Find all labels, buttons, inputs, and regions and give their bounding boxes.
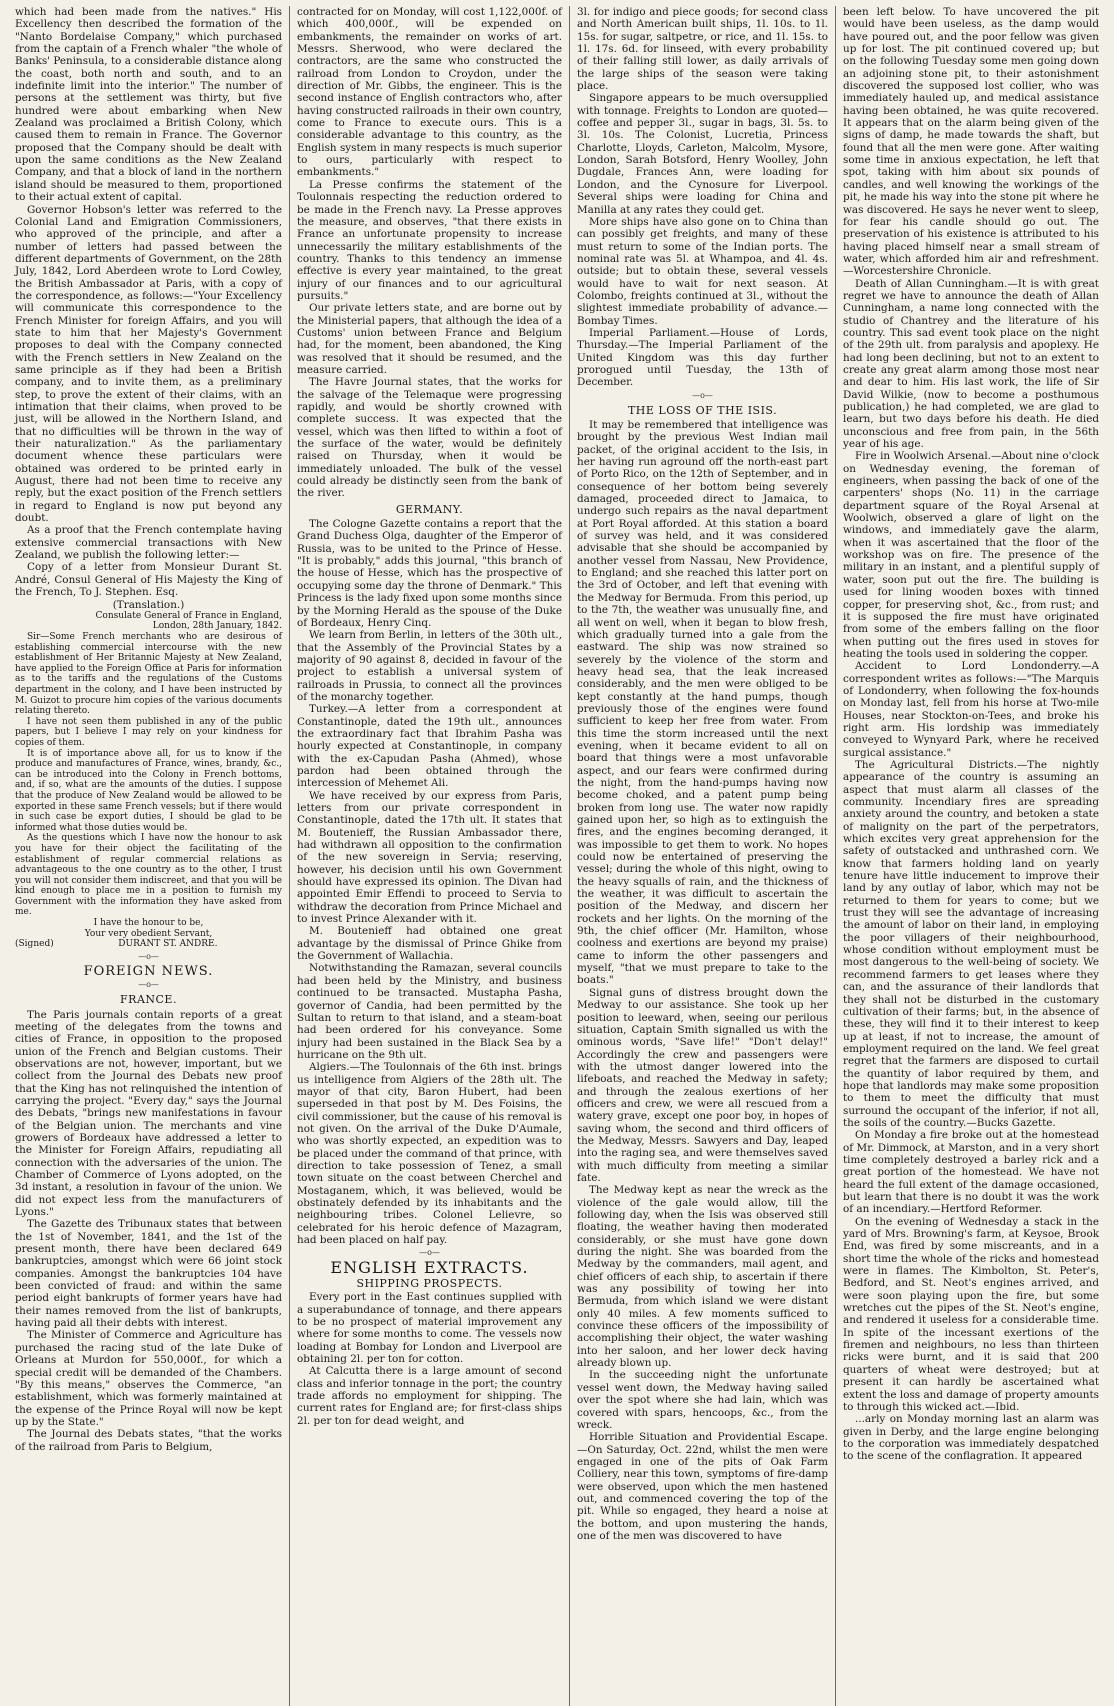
column-1: [8, 6, 290, 1706]
article-paragraph: At Calcutta there is a large amount of second class and inferior tonnage in the port; the country trade affords no employment for shipping. The current rates for England are; for first-class ships 2l. per ton for dead weight, and: [297, 1365, 562, 1427]
article-paragraph: It may be remembered that intelligence was brought by the previous West Indian mail packet, of the original accident to the Isis, in her having run aground off the north-east part of Porto Rico, on the 12th of September, and in consequence of her bottom being severely damaged, proceeded direct to Jamaica, to undergo such repairs as the naval department at Port Royal afforded. At this station a board of survey was held, and it was considered advisable that she should be accompanied by another vessel from Nassau, New Providence, to England; and she reached this latter port on the 3rd of October, and left that evening with the Medway for Bermuda. From this period, up to the 7th, the weather was unusually fine, and all went on well, when it began to blow fresh, which gradually turned into a gale from the eastward. The ship was now strained so severely by the violence of the storm and heavy head sea, that the leak increased considerably, and the men were obliged to be kept constantly at the hand pumps, though previously those of the engines were found sufficient to keep her free from water. From this time the storm increased until the next evening, when it became evident to all on board that things were a most unfavorable aspect, and our fears were confirmed during the night, from the hand-pumps having now become choked, and a patent pump being broken from long use. The water now rapidly gained upon her, so high as to extinguish the fires, and the engines becoming deranged, it was impossible to get them to work. No hopes could now be entertained of preserving the vessel; during the whole of this night, owing to the heavy squalls of rain, and the thickness of the weather, it was difficult to ascertain the position of the Medway, and discern her rockets and her lights. On the morning of the 9th, the chief officer (Mr. Hamilton, whose coolness and exertions are beyond my praise) came to inform the other passengers and myself, "that we must prepare to take to the boats.": [577, 419, 828, 987]
article-paragraph: We have received by our express from Paris, letters from our private correspondent in Constantinople, dated the 17th ult. It states that M. Boutenieff, the Russian Ambassador there, had withdrawn all opposition to the confirmation of the new sovereign in Servia; reserving, however, his decision until his own Government should have expressed its opinion. The Divan had appointed Emir Effendi to proceed to Servia to withdraw the decoration from Prince Michael and to invest Prince Alexander with it.: [297, 789, 562, 926]
section-rule: —o—: [419, 1248, 440, 1258]
article-paragraph: Death of Allan Cunningham.—It is with great regret we have to announce the death of Allan Cunningham, a name long connected with the studio of Chantrey and the literature of his country. This sad event took place on the night of the 29th ult. from paralysis and apoplexy. He had long been declining, but not to an extent to create any great alarm among those most near and dear to him. His last work, the life of Sir David Wilkie, (now to become a posthumous publication,) he had completed, we are glad to learn, but two days before his death. He died unconscious and free from pain, in the 56th year of his age.: [843, 277, 1099, 451]
article-paragraph: which had been made from the natives." His Excellency then described the formation of the "Nanto Bordelaise Company," which purchased from the captain of a French whaler "the whole of Banks' Peninsula, to a considerable distance along the coast, both north and south, and to an indefinite limit into the interior." The number of persons at the settlement was thirty, but five hundred were about embarking when New Zealand was proclaimed a British Colony, which caused them to remain in France. The Governor proposed that the Company should be dealt with upon the same conditions as the New Zealand Company, and that a block of land in the northern island should be measured to them, proportioned to their actual extent of capital.: [15, 6, 282, 204]
article-paragraph: Copy of a letter from Monsieur Durant St. André, Consul General of His Majesty the King of the French, To J. Stephen. Esq.: [15, 561, 282, 599]
article-paragraph: On Monday a fire broke out at the homestead of Mr. Dimmock, at Marston, and in a very short time completely destroyed a barley rick and a great portion of the homestead. We have not heard the full extent of the damage occasioned, but learn that there is no doubt it was the work of an incendiary.—Hertford Reformer.: [843, 1129, 1099, 1216]
article-paragraph: Accident to Lord Londonderry.—A correspondent writes as follows:—"The Marquis of Londonderry, when following the fox-hounds on Monday last, fell from his horse at Two-mile Houses, near Stockton-on-Tees, and broke his right arm. His lordship was immediately conveyed to Wynyard Park, where he received surgical assistance.": [843, 660, 1099, 759]
article-paragraph: The Journal des Debats states, "that the works of the railroad from Paris to Belgium,: [15, 1428, 282, 1453]
letter-paragraph: I have not seen them published in any of the public papers, but I believe I may rely on your kindness for copies of them.: [15, 716, 282, 748]
article-paragraph: contracted for on Monday, will cost 1,122,000f. of which 400,000f., will be expended on embankments, the remainder on works of art. Messrs. Sherwood, who were declared the contractors, are the same who constructed the railroad from London to Croydon, under the direction of Mr. Gibbs, the engineer. This is the second instance of English contractors who, after having constructed railroads in their own country, come to France to execute ours. This is a considerable advantage to this country, as the English system in many respects is much superior to ours, particularly with respect to embankments.": [297, 6, 562, 179]
article-paragraph: In the succeeding night the unfortunate vessel went down, the Medway having sailed over the spot where she had lain, which was covered with spars, hencoops, &c., from the wreck.: [577, 1369, 828, 1431]
article-paragraph: The Medway kept as near the wreck as the violence of the gale would allow, till the following day, when the Isis was observed still floating, the weather having then moderated considerably, or she must have gone down during the night. She was boarded from the Medway by the commanders, mail agent, and chief officers of each ship, to ascertain if there was any possibility of towing her into Bermuda, from which island we were distant only 40 miles. A few moments sufficed to convince these officers of the impossibility of accomplishing their object, the water washing into her saloon, and her lower deck having already blown up.: [577, 1184, 828, 1370]
subheading-shipping: SHIPPING PROSPECTS.: [356, 1276, 503, 1290]
letter-closing: I have the honour to be,: [93, 918, 204, 929]
article-paragraph: Algiers.—The Toulonnais of the 6th inst. brings us intelligence from Algiers of the 28th ult. The mayor of that city, Baron Hubert, had been superseded in that post by M. Des Foisins, the civil commissioner, but the cause of his removal is not given. On the arrival of the Duke D'Aumale, who was shortly expected, an expedition was to be placed under the command of that prince, with direction to take possession of Tenez, a small town situate on the coast between Cherchel and Mostaganem, which, it was believed, would be obstinately defended by its inhabitants and the neighbouring tribes. Colonel Lelievre, so celebrated for his heroic defence of Mazagram, had been placed on half pay.: [297, 1061, 562, 1247]
article-paragraph: Imperial Parliament.—House of Lords, Thursday.—The Imperial Parliament of the United Kingdom was this day further prorogued until Tuesday, the 13th of December.: [577, 326, 828, 389]
article-paragraph: Fire in Woolwich Arsenal.—About nine o'clock on Wednesday evening, the foreman of engineers, when passing the back of one of the carpenters' shops (No. 11) in the carriage department square of the Royal Arsenal at Woolwich, observed a glare of light on the windows, and immediately gave the alarm, when it was ascertained that the floor of the workshop was on fire. The presence of the military in an instant, and a plentiful supply of water, soon put out the fire. The building is used for lining wooden boxes with tinned copper, for preserving shot, &c., from rust; and it is supposed the fire must have originated from some of the embers falling on the floor when putting out the fires used in stoves for heating the tools used in soldering the copper.: [843, 450, 1099, 660]
article-paragraph: 3l. for indigo and piece goods; for second class and North American built ships, 1l. 10s. to 1l. 15s. for sugar, saltpetre, or rice, and 1l. 15s. to 1l. 17s. 6d. for linseed, with every probability of their falling still lower, as daily arrivals of the large ships of the season were taking place.: [577, 6, 828, 93]
article-paragraph: The Minister of Commerce and Agriculture has purchased the racing stud of the late Duke of Orleans at Murdon for 550,000f., for which a special credit will be demanded of the Chambers. "By this means," observes the Commerce, "an establishment, which was formerly maintained at the expense of the Prince Royal will now be kept up by the State.": [15, 1329, 282, 1428]
letter-paragraph: As the questions which I have now the honour to ask you have for their object the facilitating of the establishment of regular commercial relations as advantageous to the one country as to the other, I trust you will not consider them indiscreet, and that you will be kind enough to place me in a position to furnish my Government with the information they have asked from me.: [15, 833, 282, 918]
translation-note: (Translation.): [112, 598, 185, 611]
letter-paragraph: Sir—Some French merchants who are desirous of establishing commercial intercourse with the new establishment of Her Britannic Majesty at New Zealand, have applied to the Foreign Office at Paris for information as to the tariffs and the regulations of the Customs department in the colony, and I have been instructed by M. Guizot to procure him copies of the various documents relating thereto.: [15, 632, 282, 717]
article-paragraph: The Gazette des Tribunaux states that between the 1st of November, 1841, and the 1st of the present month, there have been declared 649 bankruptcies, amongst which were 66 joint stock companies. Amongst the bankruptcies 104 have been convicted of fraud: and within the same period eight bankrupts of former years have had their names removed from the list of bankrupts, having paid all their debts with interest.: [15, 1218, 282, 1330]
column-2: [290, 6, 570, 1706]
subheading-france: FRANCE.: [120, 993, 177, 1007]
section-rule: —o—: [138, 980, 159, 990]
signed-label: (Signed): [15, 939, 54, 950]
article-paragraph: The Cologne Gazette contains a report that the Grand Duchess Olga, daughter of the Emperor of Russia, was to be united to the Prince of Hesse. "It is probably," adds this journal, "this branch of the house of Hesse, which has the prospective of occupying some day the throne of Denmark." This Princess is the lady fixed upon some months since by the Morning Herald as the spouse of the Duke of Bordeaux, Henry Cinq.: [297, 518, 562, 629]
article-paragraph: Notwithstanding the Ramazan, several councils had been held by the Ministry, and business continued to be transacted. Mustapha Pasha, governor of Candia, had been permitted by the Sultan to return to that island, and a steam-boat had been ordered for his conveyance. Some injury had been sustained in the Black Sea by a hurricane on the 9th ult.: [297, 962, 562, 1061]
column-3: [570, 6, 836, 1706]
section-rule: —o—: [692, 390, 713, 400]
article-paragraph: The Havre Journal states, that the works for the salvage of the Telemaque were progressing rapidly, and would be shortly crowned with complete success. It was expected that the vessel, which was then lifted to within a foot of the surface of the water, would be definitely raised on Thursday, when it would be immediately unloaded. The bulk of the vessel could already be distinctly seen from the bank of the river.: [297, 376, 562, 500]
article-paragraph: M. Boutenieff had obtained one great advantage by the dismissal of Prince Ghike from the Government of Wallachia.: [297, 925, 562, 963]
article-paragraph: Governor Hobson's letter was referred to the Colonial Land and Emigration Commissioners, who approved of the principle, and after a number of letters had passed between the different departments of Government, on the 28th July, 1842, Lord Aberdeen wrote to Lord Cowley, the British Ambassador at Paris, with a copy of the correspondence, as follows:—"Your Excellency will communicate this correspondence to the French Minister for foreign Affairs, and you will state to him that her Majesty's Government proposes to deal with the Company connected with the French settlers in New Zealand on the same principle as if they had been a British company, and to invite them, as a preliminary step, to prove the extent of their claims, with an intimation that their claims, when proved to be just, will be allowed in the Northern Island, and that no difficulties will be thrown in the way of their naturalization." As the parliamentary document whence these particulars were obtained was ordered to be printed early in August, there had not been time to receive any reply, but the exact position of the French settlers in regard to England is now put beyond any doubt.: [15, 203, 282, 525]
article-paragraph: We learn from Berlin, in letters of the 30th ult., that the Assembly of the Provincial States by a majority of 90 against 8, decided in favour of the project to establish a universal system of railroads in Prussia, to connect all the provinces of the monarchy together.: [297, 629, 562, 703]
article-paragraph: More ships have also gone on to China than can possibly get freights, and many of these must return to some of the Indian ports. The nominal rate was 5l. at Whampoa, and 4l. 4s. outside; but to obtain these, several vessels would have to wait for next season. At Colombo, freights continued at 3l., without the slightest immediate probability of advance.—Bombay Times.: [577, 215, 828, 327]
section-heading-english-extracts: ENGLISH EXTRACTS.: [330, 1258, 529, 1278]
section-heading-foreign-news: FOREIGN NEWS.: [83, 963, 214, 979]
article-paragraph: been left below. To have uncovered the pit would have been useless, as the damp would have poured out, and the poor fellow was given up for lost. The pit continued covered up; but on the following Tuesday some men going down an adjoining stone pit, to their astonishment discovered the supposed lost collier, who was immediately hauled up, and medical assistance having been obtained, he was quite recovered. It appears that on the alarm being given of the signs of damp, he made towards the shaft, but found that all the men were gone. After waiting some time in anxious expectation, he left that spot, taking with him about six pounds of candles, and well knowing the workings of the pit, he made his way into the stone pit where he was discovered. He says he never went to sleep, for fear his candle should go out. The preservation of his existence is attributed to his having placed himself near a small stream of water, which afforded him air and refreshment.—Worcestershire Chronicle.: [843, 6, 1099, 278]
article-paragraph: Singapore appears to be much oversupplied with tonnage. Freights to London are quoted—coffee and pepper 3l., sugar in bags, 3l. 5s. to 3l. 10s. The Colonist, Lucretia, Princess Charlotte, Lloyds, Carleton, Malcolm, Mysore, London, Sarah Botsford, Henry Woolley, John Dugdale, Frances Ann, were loading for London, and the Cynosure for Liverpool. Several ships were loading for China and Manilla at any rates they could get.: [577, 92, 828, 216]
section-rule: —o—: [138, 951, 159, 961]
letter-paragraph: It is of importance above all, for us to know if the produce and manufactures of France, wines, brandy, &c., can be introduced into the Colony in French bottoms, and, if so, what are the amounts of the duties. I suppose that the produce of New Zealand would be allowed to be exported in these same French vessels; but if there would in such case be export duties, I should be glad to be informed what those duties would be.: [15, 748, 282, 833]
article-paragraph: The Paris journals contain reports of a great meeting of the delegates from the towns and cities of France, in opposition to the proposed union of the French and Belgian customs. Their observations are not, however, important, but we collect from the Journal des Debats new proof that the King has not relinquished the intention of carrying the project. "Every day," says the Journal des Debats, "brings new manifestations in favour of the Belgian union. The merchants and vine growers of Bordeaux have addressed a letter to the Minister for Foreign Affairs, repudiating all connection with the adversaries of the union. The Chamber of Commerce of Lyons adopted, on the 3d instant, a resolution in favour of the union. We did not expect less from the manufacturers of Lyons.": [15, 1008, 282, 1219]
subheading-loss-of-isis: THE LOSS OF THE ISIS.: [627, 403, 778, 417]
article-paragraph: Turkey.—A letter from a correspondent at Constantinople, dated the 19th ult., announces the extraordinary fact that Ibrahim Pasha was hourly expected at Constantinople, in company with the ex-Capudan Pasha (Ahmed), whose pardon had been obtained through the intercession of Mehemet Ali.: [297, 703, 562, 790]
article-paragraph: Every port in the East continues supplied with a superabundance of tonnage, and there appears to be no prospect of material improvement any where for some months to come. The vessels now loading at Bombay for London and Liverpool are obtaining 2l. per ton for cotton.: [297, 1291, 562, 1366]
article-paragraph: On the evening of Wednesday a stack in the yard of Mrs. Browning's farm, at Keysoe, Brook End, was fired by some miscreants, and in a short time the whole of the ricks and homestead were in flames. The Kimbolton, St. Peter's, Bedford, and St. Neot's engines arrived, and were soon playing upon the fire, but some wretches cut the pipes of the St. Neot's engine, and rendered it useless for a considerable time. In spite of the incessant exertions of the firemen and neighbours, no less than thirteen ricks were burnt, and it is said that 200 quarters of wheat were destroyed; but at present it can hardly be ascertained what extent the loss and damage of property amounts to through this wicked act.—Ibid.: [843, 1215, 1099, 1413]
article-paragraph: As a proof that the French contemplate having extensive commercial transactions with New Zealand, we publish the following letter:—: [15, 524, 282, 562]
article-paragraph: The Agricultural Districts.—The nightly appearance of the country is assuming an aspect that must alarm all classes of the community. Incendiary fires are spreading anxiety around the country, and betoken a state of malignity on the part of the perpetrators, which excites very great apprehension for the safety of outstacked and unthrashed corn. We know that farmers holding land on yearly tenure have little inducement to improve their land by any outlay of labor, which may not be returned to them for years to come; but we trust they will see the advantage of increasing the amount of labor on their land, in employing the poor villagers of their neighbourhood, whose condition without employment must be most dangerous to the well-being of society. We recommend farmers to get leases where they can, and the assurance of their landlords that they shall not be disturbed in the customary cultivation of their farms; but, in the absence of these, they will find it to their interest to keep up at least, if not to increase, the amount of employment required on the land. We feel great regret that the farmers are disposed to curtail the quantity of labor required by them, and hope that landlords may make some proposition to them to meet the difficulty that must surround the occupant of the inferior, if not all, the soils of the country.—Bucks Gazette.: [843, 758, 1099, 1129]
letter-date: London, 28th January, 1842.: [152, 621, 282, 632]
article-paragraph: Horrible Situation and Providential Escape.—On Saturday, Oct. 22nd, whilst the men were engaged in one of the pits of Oak Farm Colliery, near this town, symptoms of fire-damp were observed, upon which the men hastened out, and commenced covering the top of the pit. While so engaged, they heard a noise at the bottom, and upon mustering the hands, one of the men was discovered to have: [577, 1431, 828, 1542]
article-paragraph: La Presse confirms the statement of the Toulonnais respecting the reduction ordered to be made in the French navy. La Presse approves the measure, and observes, "that there exists in France an unfortunate propensity to increase unnecessarily the military establishments of the country. Thanks to this tendency an immense effective is every year maintained, to the great injury of our finances and to our agricultural pursuits.": [297, 178, 562, 302]
letter-address: Consulate General of France in England,: [95, 610, 282, 621]
article-paragraph: Our private letters state, and are borne out by the Ministerial papers, that although the idea of a Customs' union between France and Belgium had, for the moment, been abandoned, the King was resolved that it should be resumed, and the measure carried.: [297, 302, 562, 376]
article-paragraph: Signal guns of distress brought down the Medway to our assistance. She took up her position to leeward, when, seeing our perilous situation, Captain Smith signalled us with the ominous words, "Save life!" "Don't delay!" Accordingly the crew and passengers were with the utmost danger lowered into the lifeboats, and reached the Medway in safety; and through the zealous exertions of her officers and crew, we were all rescued from a watery grave, except one poor boy, in hopes of saving whom, the second and third officers of the Medway, Messrs. Sawyers and Day, leaped into the raging sea, and were themselves saved with much difficulty from meeting a similar fate.: [577, 986, 828, 1184]
signature-line: [15, 939, 282, 950]
letter-closing: Your very obedient Servant,: [84, 928, 213, 939]
signer-name: DURANT ST. ANDRE.: [118, 939, 218, 950]
article-paragraph: ...arly on Monday morning last an alarm was given in Derby, and the large engine belonging to the corporation was immediately despatched to the scene of the conflagration. It appeared: [843, 1413, 1099, 1463]
subheading-germany: GERMANY.: [395, 502, 464, 516]
column-4: [836, 6, 1106, 1706]
